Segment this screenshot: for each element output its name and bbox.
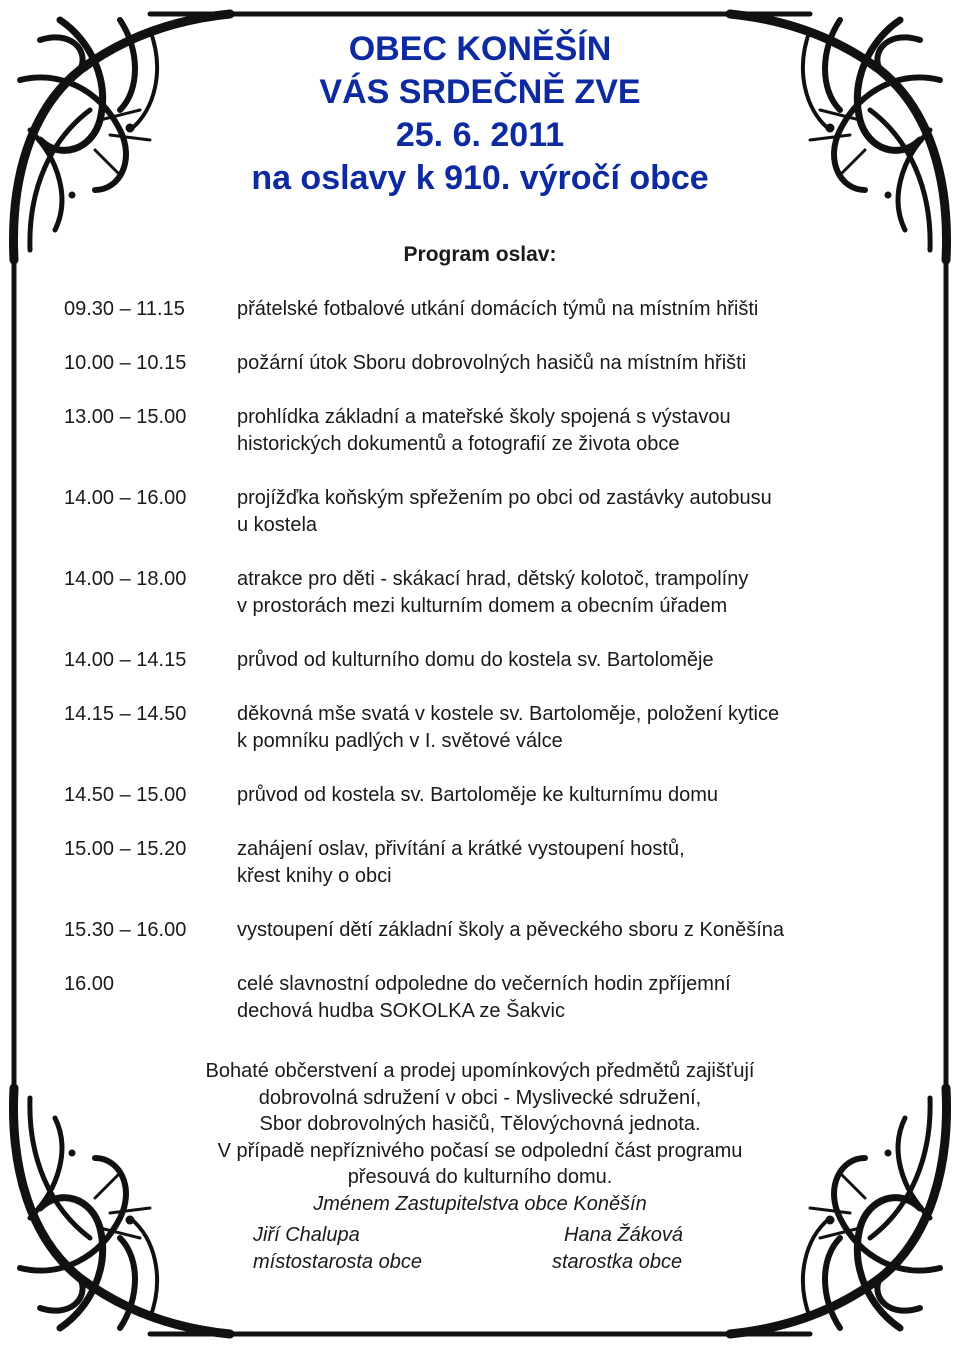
schedule-time: 15.30 – 16.00 xyxy=(64,919,187,941)
title-occasion: na oslavy k 910. výročí obce xyxy=(251,159,709,197)
schedule-time: 16.00 xyxy=(64,973,115,995)
schedule-time: 10.00 – 10.15 xyxy=(64,352,187,374)
schedule-description-line: vystoupení dětí základní školy a pěveckého sboru z Koněšína xyxy=(237,919,785,941)
schedule-description-line: k pomníku padlých v I. světové válce xyxy=(237,730,563,752)
schedule-item xyxy=(64,917,894,944)
schedule-item xyxy=(64,836,894,890)
schedule-description-line: dechová hudba SOKOLKA ze Šakvic xyxy=(237,1000,565,1022)
signer-mayor xyxy=(552,1222,683,1275)
schedule-description-line: průvod od kulturního domu do kostela sv. Bartoloměje xyxy=(237,649,714,671)
schedule-description-line: prohlídka základní a mateřské školy spojená s výstavou xyxy=(237,406,731,428)
schedule-description xyxy=(237,647,894,674)
invitation-title xyxy=(0,28,960,200)
schedule-time: 09.30 – 11.15 xyxy=(64,298,185,320)
schedule-description xyxy=(237,566,894,620)
schedule-item xyxy=(64,782,894,809)
footer-line: Sbor dobrovolných hasičů, Tělovýchovná jednota. xyxy=(259,1113,701,1135)
program-schedule xyxy=(64,296,894,1025)
schedule-time: 15.00 – 15.20 xyxy=(64,838,187,860)
schedule-description-line: projížďka koňským spřežením po obci od zastávky autobusu xyxy=(237,487,772,509)
schedule-description-line: atrakce pro děti - skákací hrad, dětský kolotoč, trampolíny xyxy=(237,568,749,590)
schedule-item xyxy=(64,485,894,539)
signer-role: místostarosta obce xyxy=(253,1250,422,1273)
schedule-item xyxy=(64,647,894,674)
schedule-item xyxy=(64,971,894,1025)
schedule-description-line: požární útok Sboru dobrovolných hasičů na místním hřišti xyxy=(237,352,747,374)
schedule-description-line: průvod od kostela sv. Bartoloměje ke kulturnímu domu xyxy=(237,784,718,806)
program-heading: Program oslav: xyxy=(403,243,557,266)
schedule-description xyxy=(237,701,894,755)
footer-line: dobrovolná sdružení v obci - Myslivecké sdružení, xyxy=(258,1086,702,1109)
schedule-description xyxy=(237,782,894,809)
schedule-time: 14.00 – 18.00 xyxy=(64,568,187,590)
schedule-item xyxy=(64,566,894,620)
schedule-description xyxy=(237,836,894,890)
schedule-description-line: přátelské fotbalové utkání domácích týmů na místním hřišti xyxy=(237,298,759,320)
signer-name: Hana Žáková xyxy=(564,1224,683,1246)
schedule-description-line: historických dokumentů a fotografií ze života obce xyxy=(237,433,680,455)
schedule-description xyxy=(237,350,894,377)
title-invites: VÁS SRDEČNĚ ZVE xyxy=(319,73,641,111)
footer-note xyxy=(0,1058,960,1217)
schedule-description xyxy=(237,296,894,323)
schedule-time: 14.15 – 14.50 xyxy=(64,703,187,725)
footer-line: V případě nepříznivého počasí se odpolední část programu xyxy=(217,1139,743,1162)
schedule-description xyxy=(237,971,894,1025)
schedule-item xyxy=(64,404,894,458)
title-date: 25. 6. 2011 xyxy=(395,116,565,154)
schedule-description-line: zahájení oslav, přivítání a krátké vystoupení hostů, xyxy=(237,838,685,860)
footer-line: Bohaté občerstvení a prodej upomínkových předmětů zajišťují xyxy=(205,1060,755,1082)
signer-deputy-mayor xyxy=(253,1222,422,1275)
schedule-description-line: u kostela xyxy=(237,514,318,536)
on-behalf-line: Jménem Zastupitelstva obce Koněšín xyxy=(313,1192,647,1215)
footer-line: přesouvá do kulturního domu. xyxy=(347,1166,613,1188)
signer-name: Jiří Chalupa xyxy=(253,1224,360,1246)
title-village: OBEC KONĚŠÍN xyxy=(348,30,612,68)
schedule-description xyxy=(237,917,894,944)
schedule-time: 14.50 – 15.00 xyxy=(64,784,187,806)
schedule-description-line: křest knihy o obci xyxy=(237,865,392,887)
schedule-description xyxy=(237,485,894,539)
schedule-time: 14.00 – 14.15 xyxy=(64,649,187,671)
signer-role: starostka obce xyxy=(552,1250,683,1273)
schedule-item xyxy=(64,701,894,755)
schedule-description-line: celé slavnostní odpoledne do večerních hodin zpříjemní xyxy=(237,973,731,995)
schedule-item xyxy=(64,296,894,323)
schedule-description-line: děkovná mše svatá v kostele sv. Bartoloměje, položení kytice xyxy=(237,703,780,725)
schedule-time: 13.00 – 15.00 xyxy=(64,406,187,428)
schedule-time: 14.00 – 16.00 xyxy=(64,487,187,509)
schedule-item xyxy=(64,350,894,377)
schedule-description xyxy=(237,404,894,458)
schedule-description-line: v prostorách mezi kulturním domem a obecním úřadem xyxy=(237,595,728,617)
